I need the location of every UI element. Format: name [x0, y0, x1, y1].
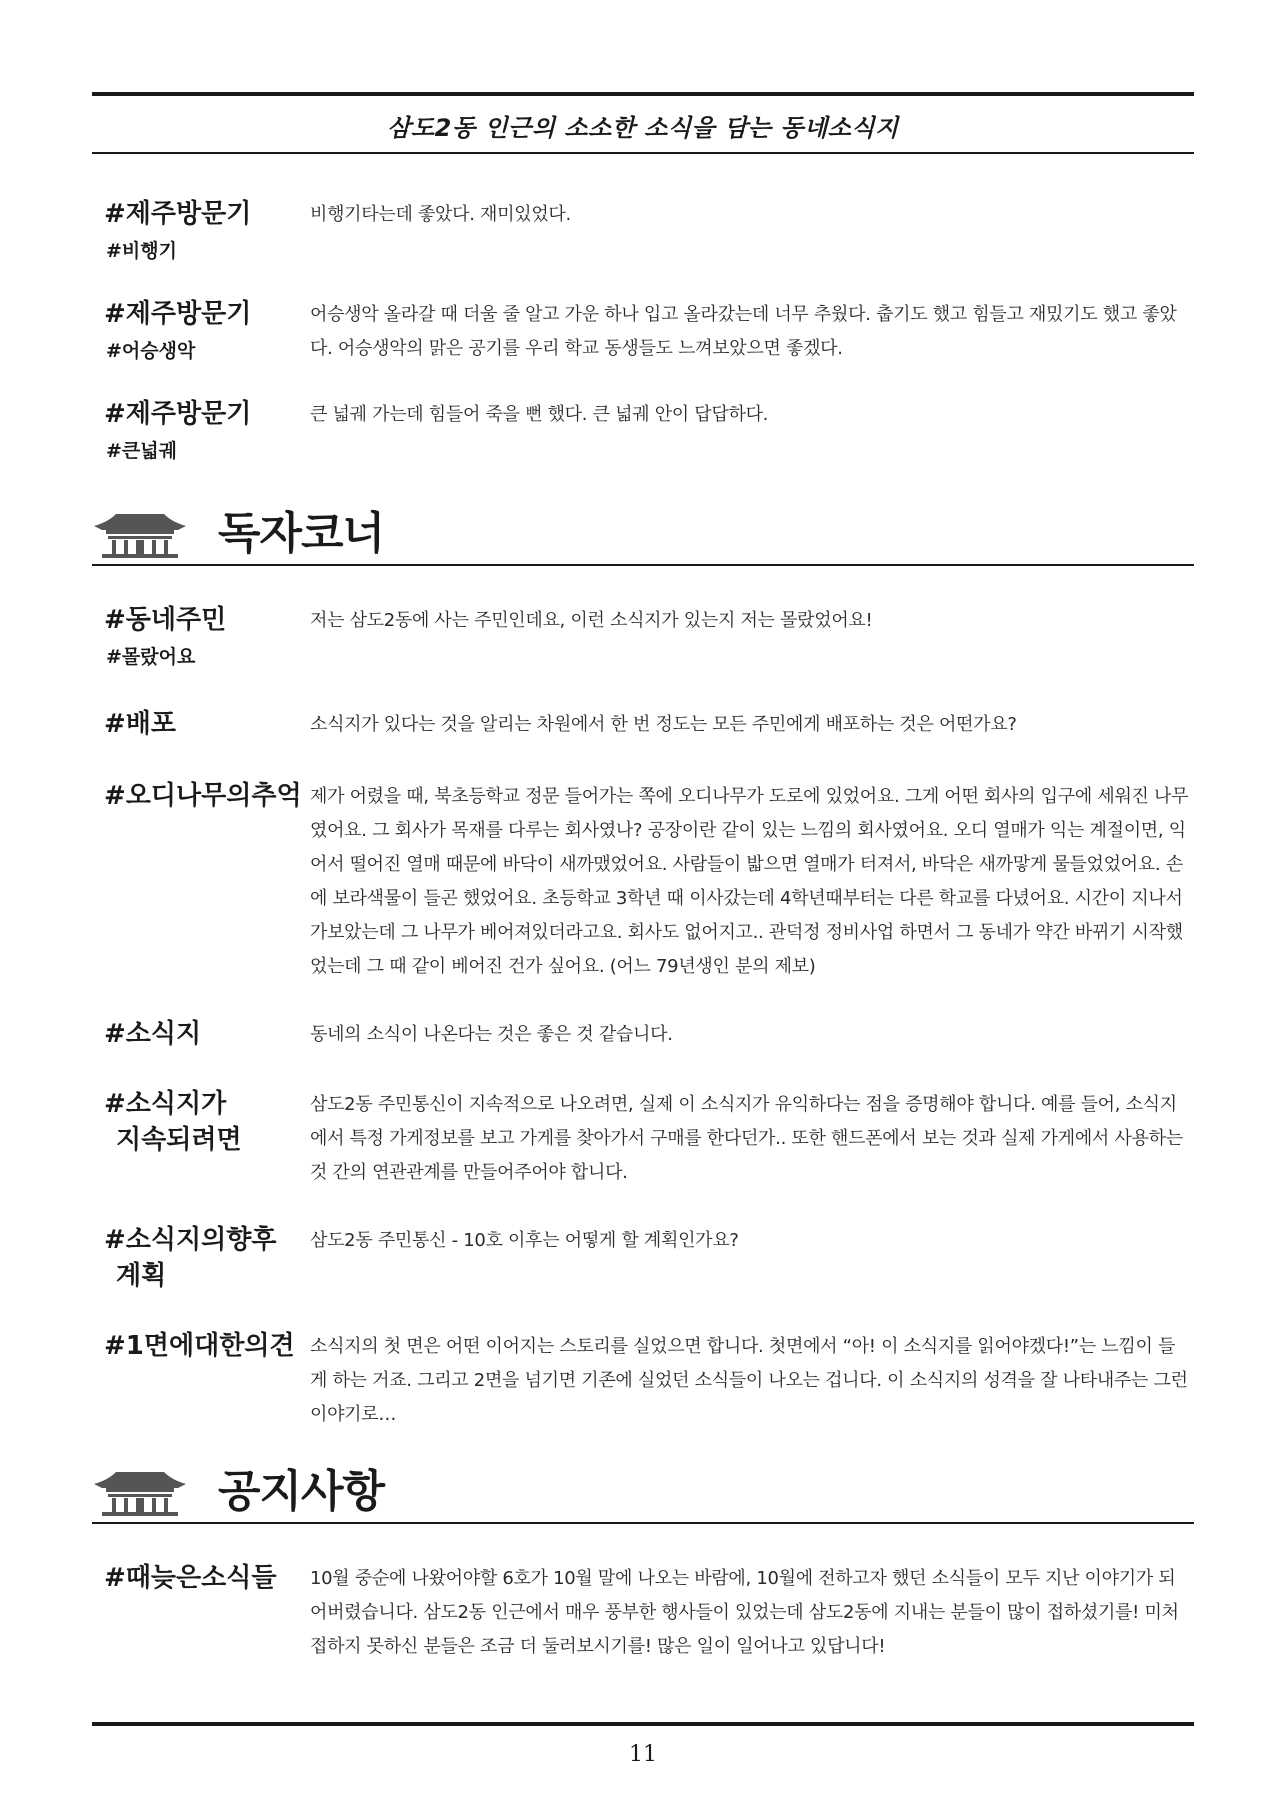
entry-subtag: #비행기 [106, 240, 177, 262]
newsletter-tagline: 삼도2동 인근의 소소한 소식을 담는 동네소식지 [387, 114, 899, 142]
entry-text: 제가 어렸을 때, 북초등학교 정문 들어가는 쪽에 오디나무가 도로에 있었어요. 그게 어떤 회사의 입구에 세워진 나무였어요. 그 회사가 목재를 다루는 회사였나? 공장이란 같이 있는 느낌의 회사였어요. 오디 열매가 익는 계절이면, 익어서 떨어진 열매 때문에 바닥이 새까맸었어요. 사람들이 밟으면 열매가 터져서, 바닥은 새까맣게 물들었었어요. 손에 보라색물이 들곤 했었어요. 초등학교 3학년 때 이사갔는데 4학년때부터는 다른 학교를 다녔어요. 시간이 지나서 가보았는데 그 나무가 베어져있더라고요. 회사도 없어지고.. 관덕정 정비사업 하면서 그 동네가 약간 바뀌기 시작했었는데 그 때 같이 베어진 건가 싶어요. (어느 79년생인 분의 제보) [310, 786, 1189, 977]
tag-block [104, 1086, 304, 1158]
entry-text: 어승생악 올라갈 때 더울 줄 알고 가운 하나 입고 올라갔는데 너무 추웠다. 춥기도 했고 힘들고 재밌기도 했고 좋았다. 어승생악의 맑은 공기를 우리 학교 동생들도 느껴보았으면 좋겠다. [310, 304, 1177, 359]
entry-text: 동네의 소식이 나온다는 것은 좋은 것 같습니다. [310, 1024, 673, 1045]
tag-block [104, 1222, 304, 1294]
entry-tag: #소식지 [104, 1019, 202, 1049]
tag-block [104, 706, 304, 742]
entry-tag: #제주방문기 [104, 399, 252, 429]
entry-text: 큰 넓궤 가는데 힘들어 죽을 뻔 했다. 큰 넓궤 안이 답답하다. [310, 404, 769, 425]
section-rule [92, 1522, 1194, 1524]
section-title: 독자코너 [218, 508, 385, 559]
entry-subtag: #몰랐어요 [106, 646, 196, 668]
notice-section-heading [92, 1462, 1194, 1524]
entry-subtag: #어승생악 [106, 340, 196, 362]
entry-text: 비행기타는데 좋았다. 재미있었다. [310, 204, 571, 225]
entry-tag: #동네주민 [104, 605, 227, 635]
entry-tag-line1: #소식지가 [104, 1089, 227, 1119]
tag-block [104, 602, 304, 669]
pavilion-icon [92, 1468, 188, 1520]
entry-tag: #제주방문기 [104, 199, 252, 229]
pavilion-icon [92, 510, 188, 562]
entry-text: 소식지의 첫 면은 어떤 이어지는 스토리를 실었으면 합니다. 첫면에서 “아! 이 소식지를 읽어야겠다!”는 느낌이 들게 하는 거죠. 그리고 2면을 넘기면 기존에 실었던 소식들이 나오는 겁니다. 이 소식지의 성격을 잘 나타내주는 그런 이야기로… [310, 1336, 1188, 1425]
tag-block [104, 1016, 304, 1052]
entry-tag [104, 1086, 304, 1158]
tag-block [104, 1328, 304, 1364]
page-number: 11 [629, 1742, 657, 1767]
bottom-rule [92, 1722, 1194, 1726]
entry-tag-line2: 지속되려면 [116, 1125, 242, 1155]
entry-tag [104, 1222, 304, 1294]
tag-block [104, 396, 304, 463]
entry-text: 삼도2동 주민통신 - 10호 이후는 어떻게 할 계획인가요? [310, 1230, 739, 1251]
header-rule [92, 152, 1194, 154]
reader-section-heading [92, 504, 1194, 566]
entry-text: 삼도2동 주민통신이 지속적으로 나오려면, 실제 이 소식지가 유익하다는 점을 증명해야 합니다. 예를 들어, 소식지에서 특정 가게정보를 보고 가게를 찾아가서 구매를 한다던가.. 또한 핸드폰에서 보는 것과 실제 가게에서 사용하는 것 간의 연관관계를 만들어주어야 합니다. [310, 1094, 1183, 1183]
entry-text: 저는 삼도2동에 사는 주민인데요, 이런 소식지가 있는지 저는 몰랐었어요! [310, 610, 873, 631]
tag-block [104, 296, 304, 363]
entry-subtag: #큰넓궤 [106, 440, 177, 462]
entry-text: 10월 중순에 나왔어야할 6호가 10월 말에 나오는 바람에, 10월에 전하고자 했던 소식들이 모두 지난 이야기가 되어버렸습니다. 삼도2동 인근에서 매우 풍부한 행사들이 있었는데 삼도2동에 지내는 분들이 많이 접하셨기를! 미처 접하지 못하신 분들은 조금 더 둘러보시기를! 많은 일이 일어나고 있답니다! [310, 1568, 1179, 1657]
tag-block [104, 196, 304, 263]
section-rule [92, 564, 1194, 566]
entry-tag-line1: #소식지의향후 [104, 1225, 277, 1255]
entry-tag-line2: 계획 [116, 1261, 167, 1291]
entry-text: 소식지가 있다는 것을 알리는 차원에서 한 번 정도는 모든 주민에게 배포하는 것은 어떤가요? [310, 714, 1017, 735]
entry-tag: #오디나무의추억 [104, 781, 302, 811]
entry-tag: #1면에대한의견 [104, 1331, 295, 1361]
entry-tag: #제주방문기 [104, 299, 252, 329]
top-rule [92, 92, 1194, 96]
entry-tag: #배포 [104, 709, 177, 739]
section-title: 공지사항 [218, 1466, 385, 1517]
tag-block [104, 1560, 304, 1596]
tag-block [104, 778, 304, 814]
entry-tag: #때늦은소식들 [104, 1563, 277, 1593]
